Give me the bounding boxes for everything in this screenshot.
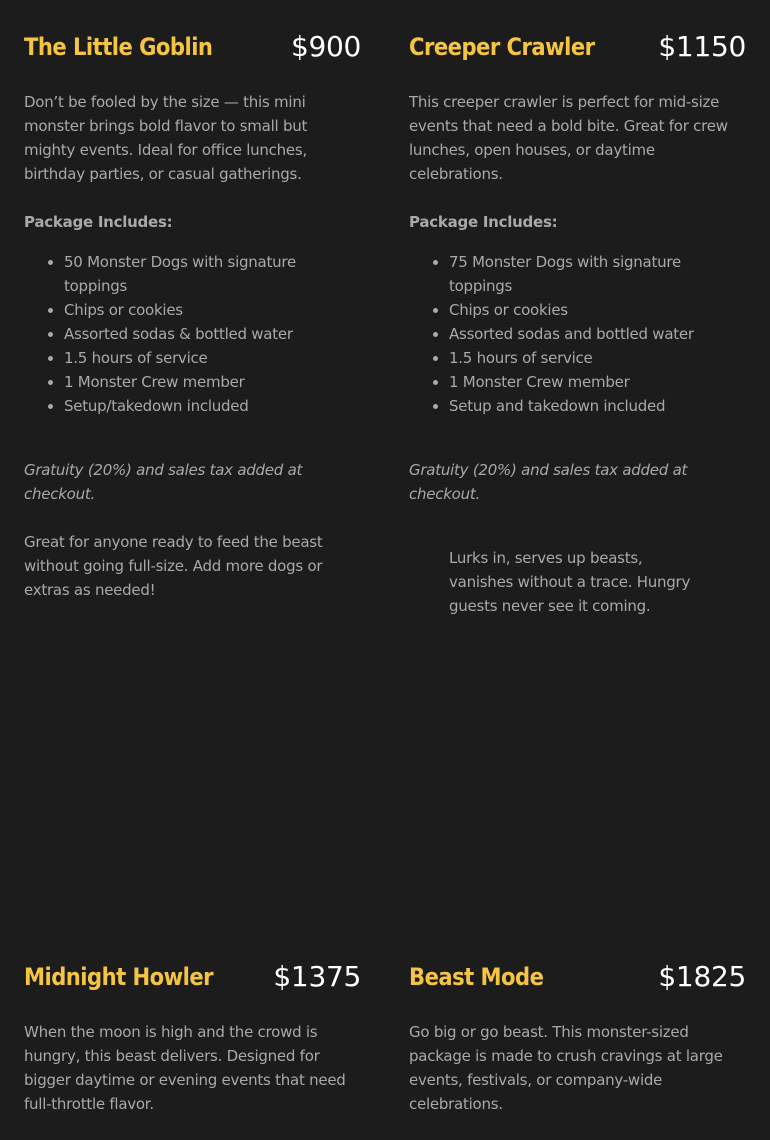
package-title: Beast Mode <box>409 963 544 991</box>
package-title: Midnight Howler <box>24 963 214 991</box>
package-price: $900 <box>290 30 361 63</box>
package-title: The Little Goblin <box>24 33 213 61</box>
package-card-little-goblin <box>24 0 361 602</box>
includes-list <box>24 250 361 418</box>
package-description: Go big or go beast. This monster-sized package is made to crush cravings at large events, festivals, or company-wide celebrations. <box>409 1023 723 1113</box>
package-description: This creeper crawler is perfect for mid-size events that need a bold bite. Great for crew lunches, open houses, or daytime celebrations. <box>409 93 728 183</box>
list-item: • 1 Monster Crew member <box>449 370 746 394</box>
package-card-beast-mode <box>409 930 746 1140</box>
list-item: • Setup/takedown included <box>64 394 361 418</box>
package-title: Creeper Crawler <box>409 33 595 61</box>
list-item: • 75 Monster Dogs with signature toppings <box>449 250 746 298</box>
gratuity-note: Gratuity (20%) and sales tax added at checkout. <box>24 461 303 503</box>
list-item: • Assorted sodas and bottled water <box>449 322 746 346</box>
list-item: • Assorted sodas & bottled water <box>64 322 361 346</box>
gratuity-note: Gratuity (20%) and sales tax added at checkout. <box>409 461 688 503</box>
package-note: Lurks in, serves up beasts, vanishes without a trace. Hungry guests never see it coming. <box>449 549 691 615</box>
package-price: $1375 <box>273 960 361 993</box>
list-item: • Chips or cookies <box>64 298 361 322</box>
list-item: • 1.5 hours of service <box>449 346 746 370</box>
list-item: • 50 Monster Dogs with signature toppings <box>64 250 361 298</box>
list-item: • Setup and takedown included <box>449 394 746 418</box>
package-price: $1150 <box>658 30 746 63</box>
package-description: Don’t be fooled by the size — this mini monster brings bold flavor to small but mighty events. Ideal for office lunches, birthday parties, or casual gatherings. <box>24 93 308 183</box>
list-item: • 1.5 hours of service <box>64 346 361 370</box>
includes-label: Package Includes: <box>24 213 173 231</box>
list-item: • Chips or cookies <box>449 298 746 322</box>
package-price: $1825 <box>658 960 746 993</box>
package-card-creeper-crawler <box>409 0 746 618</box>
list-item: • 1 Monster Crew member <box>64 370 361 394</box>
package-description: When the moon is high and the crowd is hungry, this beast delivers. Designed for bigger daytime or evening events that need full-throttle flavor. <box>24 1023 346 1113</box>
includes-list <box>409 250 746 418</box>
package-note: Great for anyone ready to feed the beast without going full-size. Add more dogs or extras as needed! <box>24 533 323 599</box>
includes-label: Package Includes: <box>409 213 558 231</box>
package-card-midnight-howler <box>24 930 361 1140</box>
